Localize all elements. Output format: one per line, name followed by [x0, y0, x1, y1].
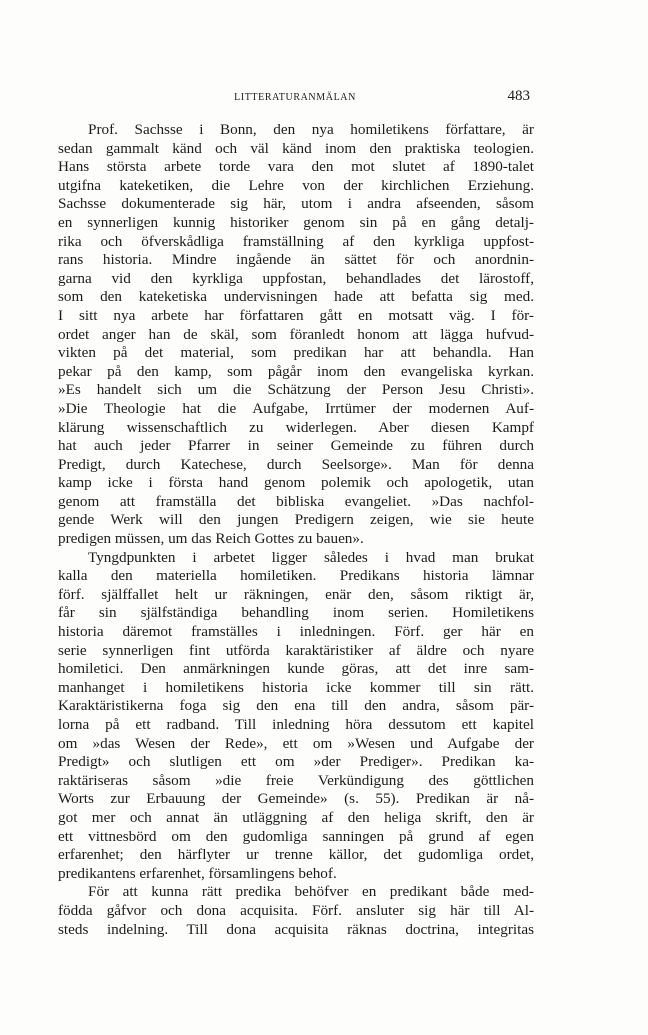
running-head — [60, 88, 530, 110]
text-line: sedan gammalt känd och väl känd inom den praktiska teologien. — [58, 139, 534, 157]
text-line: vikten på det material, som predikan har att behandla. Han — [58, 344, 534, 362]
text-line: serie synnerligen fint utförda karaktäristiker af äldre och nyare — [58, 641, 534, 659]
text-line: homiletici. Den anmärkningen kunde göras, att det inre sam- — [58, 660, 534, 678]
text-line: predigen müssen, um das Reich Gottes zu bauen». — [58, 530, 364, 548]
text-line: får sin själfständiga behandling inom serien. Homiletikens — [58, 604, 534, 622]
text-line: hat auch jeder Pfarrer in seiner Gemeinde zu führen durch — [58, 437, 534, 455]
page-number: 483 — [507, 88, 530, 104]
text-line: predikantens erfarenhet, församlingens behof. — [58, 864, 337, 882]
text-line: ett vittnesbörd om den gudomliga sanningen på grund af egen — [58, 827, 534, 845]
text-line: rika och öfverskådliga framställning af den kyrkliga uppfost- — [58, 232, 534, 250]
text-line: klärung wissenschaftlich zu widerlegen. Aber diesen Kampf — [58, 418, 534, 436]
text-line: födda gåfvor och dona acquisita. Förf. ansluter sig här till Al- — [58, 901, 534, 919]
text-line: gende Werk will den jungen Predigern zeigen, wie sie heute — [58, 511, 534, 529]
text-line: erfarenhet; den härflyter ur trenne källor, det gudomliga ordet, — [58, 846, 534, 864]
text-line: genom att framställa det bibliska evangeliet. »Das nachfol- — [58, 492, 534, 510]
text-line: lorna på ett radband. Till inledning höra dessutom ett kapitel — [58, 716, 534, 733]
text-line: historia däremot framställes i inledningen. Förf. ger här en — [58, 623, 534, 641]
text-line: pekar på den kamp, som pågår inom den evangeliska kyrkan. — [58, 362, 534, 380]
text-line: Karaktäristikerna foga sig den ena till den andra, såsom pär- — [58, 697, 534, 715]
text-line: Worts zur Erbauung der Gemeinde» (s. 55). Predikan är nå- — [58, 790, 534, 808]
text-line: Tyngdpunkten i arbetet ligger således i hvad man brukat — [88, 548, 534, 566]
text-line: om »das Wesen der Rede», ett om »Wesen und Aufgabe der — [58, 734, 534, 752]
text-line: got mer och annat än utläggning af den heliga skrift, den är — [58, 808, 534, 826]
text-line: steds indelning. Till dona acquisita räknas doctrina, integritas — [58, 920, 534, 938]
text-line: För att kunna rätt predika behöfver en predikant både med- — [88, 883, 534, 901]
text-line: utgifna kateketiken, die Lehre von der kirchlichen Erziehung. — [58, 176, 534, 194]
text-line: rans historia. Mindre ingående än sättet för och anordnin- — [58, 251, 534, 269]
text-line: I sitt nya arbete har författaren gått en motsatt väg. I för- — [58, 306, 534, 324]
text-line: kalla den materiella homiletiken. Predikans historia lämnar — [58, 567, 534, 585]
text-line: ordet anger han de skäl, som föranledt honom att lägga hufvud- — [58, 325, 534, 343]
text-line: »Die Theologie hat die Aufgabe, Irrtümer der modernen Auf- — [58, 399, 534, 417]
text-line: Prof. Sachsse i Bonn, den nya homiletikens författare, är — [88, 121, 534, 138]
text-line: som den kateketiska undervisningen hade att befatta sig med. — [58, 288, 534, 306]
text-line: Hans största arbete torde vara den mot slutet af 1890-talet — [58, 158, 534, 176]
text-line: raktäriseras såsom »die freie Verkündigung des göttlichen — [58, 771, 534, 789]
text-line: kamp icke i första hand genom polemik och apologetik, utan — [58, 474, 534, 492]
text-line: Predigt, durch Katechese, durch Seelsorge». Man för denna — [58, 455, 534, 473]
text-line: manhanget i homiletikens historia icke kommer till sin rätt. — [58, 678, 534, 696]
running-title: LITTERATURANMÄLAN — [234, 92, 356, 103]
text-line: Predigt» och slutligen ett om »der Prediger». Predikan ka- — [58, 753, 534, 771]
text-line: förf. själffallet helt ur räkningen, enär den, såsom riktigt är, — [58, 585, 534, 603]
text-line: en synnerligen kunnig historiker genom sin på en gång detalj- — [58, 213, 534, 231]
text-line: Sachsse dokumenterade sig här, utom i andra afseenden, såsom — [58, 195, 534, 213]
text-line: garna vid den kyrkliga uppfostan, behandlades det lärostoff, — [58, 269, 534, 287]
text-line: »Es handelt sich um die Schätzung der Person Jesu Christi». — [58, 381, 534, 399]
body-text — [58, 121, 534, 939]
